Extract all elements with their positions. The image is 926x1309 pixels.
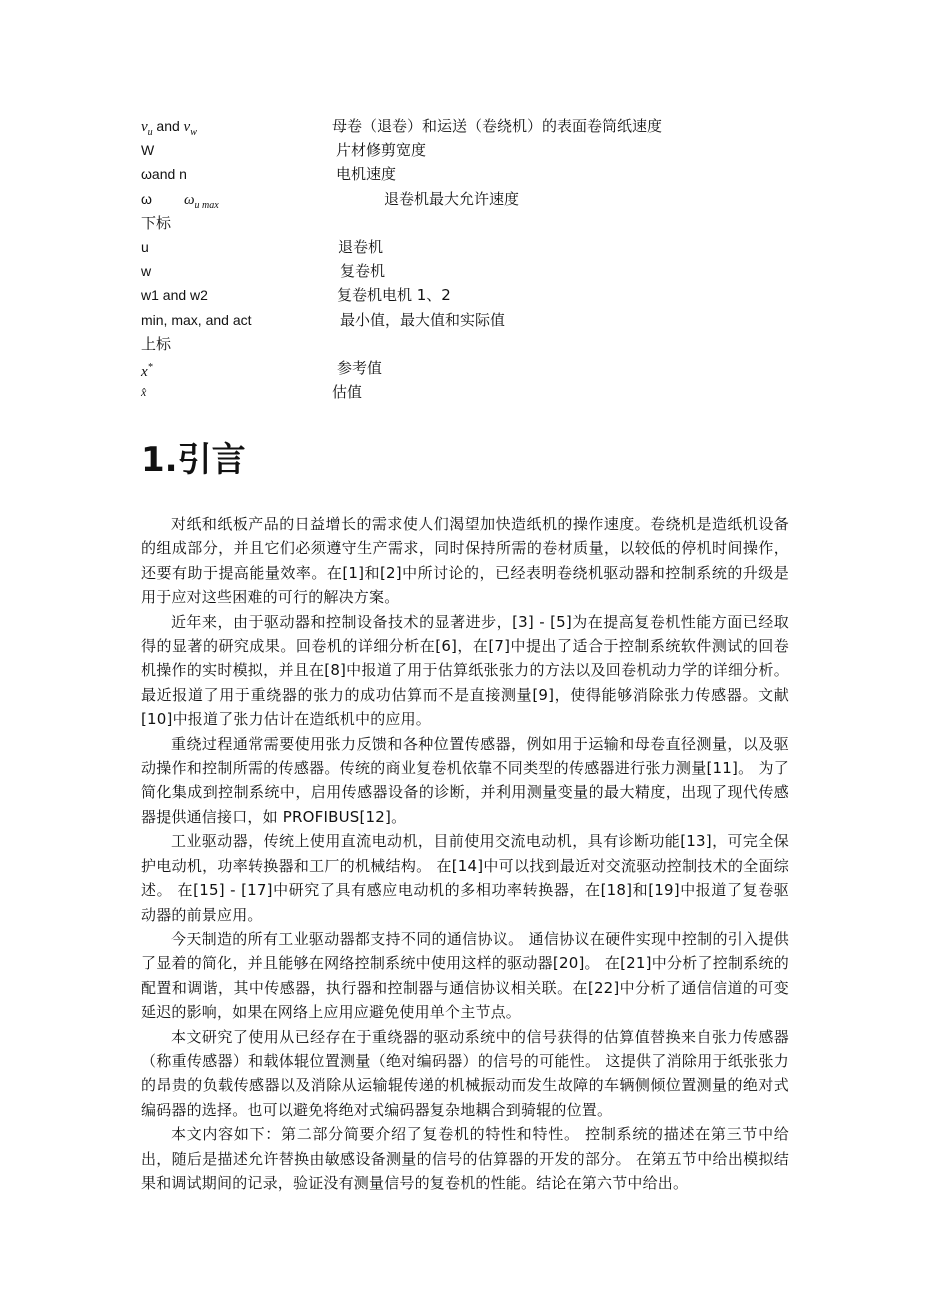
paragraph: 重绕过程通常需要使用张力反馈和各种位置传感器，例如用于运输和母卷直径测量，以及驱动操作和控制所需的传感器。传统的商业复卷机依靠不同类型的传感器进行张力测量[11]。 为了简化集成到控制系统中，启用传感器设备的诊断，并利用测量变量的最大精度，出现了现代传感器提供通信接口，如 PROFIBUS[12]。 (141, 734, 789, 826)
paragraph: 近年来，由于驱动器和控制设备技术的显著进步，[3] - [5]为在提高复卷机性能方面已经取得的显著的研究成果。回卷机的详细分析在[6]，在[7]中提出了适合于控制系统软件测试的回卷机操作的实时模拟，并且在[8]中报道了用于估算纸张张力的方法以及回卷机动力学的详细分析。最近报道了用于重绕器的张力的成功估算而不是直接测量[9]，使得能够消除张力传感器。文献[10]中报道了张力估计在造纸机中的应用。 (141, 612, 789, 729)
nomenclature-row (141, 187, 821, 211)
paragraph: 工业驱动器，传统上使用直流电动机，目前使用交流电动机，具有诊断功能[13]，可完全保护电动机，功率转换器和工厂的机械结构。 在[14]中可以找到最近对交流驱动控制技术的全面综述。 在[15] - [17]中研究了具有感应电动机的多相功率转换器，在[18]和[19]中报道了复卷驱动器的前景应用。 (141, 832, 789, 924)
nomenclature-row (141, 162, 821, 186)
subscripts-label: 下标 (141, 213, 172, 232)
subscripts-label-row (141, 211, 821, 235)
nomenclature-description: 参考值 (337, 358, 383, 377)
nomenclature-row (141, 235, 821, 259)
nomenclature-symbol: u (141, 238, 149, 255)
nomenclature-description: 复卷机 (340, 262, 386, 281)
nomenclature-symbol: ωand n (141, 166, 187, 183)
nomenclature-description: 片材修剪宽度 (336, 141, 427, 160)
nomenclature-description: 电机速度 (336, 165, 397, 184)
paragraph: 对纸和纸板产品的日益增长的需求使人们渴望加快造纸机的操作速度。卷绕机是造纸机设备的组成部分，并且它们必须遵守生产需求，同时保持所需的卷材质量，以较低的停机时间操作，还要有助于提高能量效率。在[1]和[2]中所讨论的，已经表明卷绕机驱动器和控制系统的升级是用于应对这些困难的可行的解决方案。 (141, 515, 789, 607)
nomenclature-description: 复卷机电机 1、2 (337, 286, 451, 305)
nomenclature-symbol: $v_u$ and $v_w$ (141, 118, 197, 138)
nomenclature-symbol: min, max, and act (141, 311, 252, 328)
nomenclature-symbol: ω $\omega_{u max}$ (141, 190, 219, 211)
nomenclature-row (141, 356, 821, 380)
paragraph: 本文内容如下：第二部分简要介绍了复卷机的特性和特性。 控制系统的描述在第三节中给出，随后是描述允许替换由敏感设备测量的信号的估算器的开发的部分。 在第五节中给出模拟结果和调试期间的记录，验证没有测量信号的复卷机的性能。结论在第六节中给出。 (141, 1125, 789, 1192)
nomenclature-list (141, 114, 821, 404)
nomenclature-symbol: x̂ (141, 385, 147, 400)
nomenclature-row (141, 138, 821, 162)
nomenclature-symbol: x* (141, 361, 153, 380)
nomenclature-description: 估值 (332, 383, 363, 402)
nomenclature-description: 退卷机 (338, 237, 384, 256)
nomenclature-symbol: w (141, 263, 152, 280)
nomenclature-symbol: w1 and w2 (141, 287, 208, 304)
nomenclature-row (141, 308, 821, 332)
paragraph: 今天制造的所有工业驱动器都支持不同的通信协议。 通信协议在硬件实现中控制的引入提供了显着的简化，并且能够在网络控制系统中使用这样的驱动器[20]。 在[21]中分析了控制系统的配置和调谐，其中传感器，执行器和控制器与通信协议相关联。在[22]中分析了通信信道的可变延迟的影响，如果在网络上应用应避免使用单个主节点。 (141, 929, 789, 1022)
symbol-vw: $v_w$ (183, 119, 197, 138)
nomenclature-description: 退卷机最大允许速度 (384, 189, 520, 208)
nomenclature-row (141, 380, 821, 404)
nomenclature-description: 母卷（退卷）和运送（卷绕机）的表面卷筒纸速度 (332, 117, 663, 135)
nomenclature-description: 最小值，最大值和实际值 (340, 310, 506, 329)
symbol-vu: $v_u$ (141, 119, 153, 138)
nomenclature-row (141, 259, 821, 283)
nomenclature-symbol: W (141, 142, 155, 159)
nomenclature-row (141, 114, 821, 138)
section-body (141, 512, 789, 1195)
superscripts-label: 上标 (141, 334, 172, 353)
paragraph: 本文研究了使用从已经存在于重绕器的驱动系统中的信号获得的估算值替换来自张力传感器（称重传感器）和载体辊位置测量（绝对编码器）的信号的可能性。 这提供了消除用于纸张张力的昂贵的负载传感器以及消除从运输辊传递的机械振动而发生故障的车辆侧倾位置测量的绝对式编码器的选择。也可以避免将绝对式编码器复杂地耦合到骑辊的位置。 (141, 1027, 789, 1119)
superscripts-label-row (141, 332, 821, 356)
section-heading: 1.引言 (141, 440, 246, 480)
nomenclature-row (141, 283, 821, 307)
